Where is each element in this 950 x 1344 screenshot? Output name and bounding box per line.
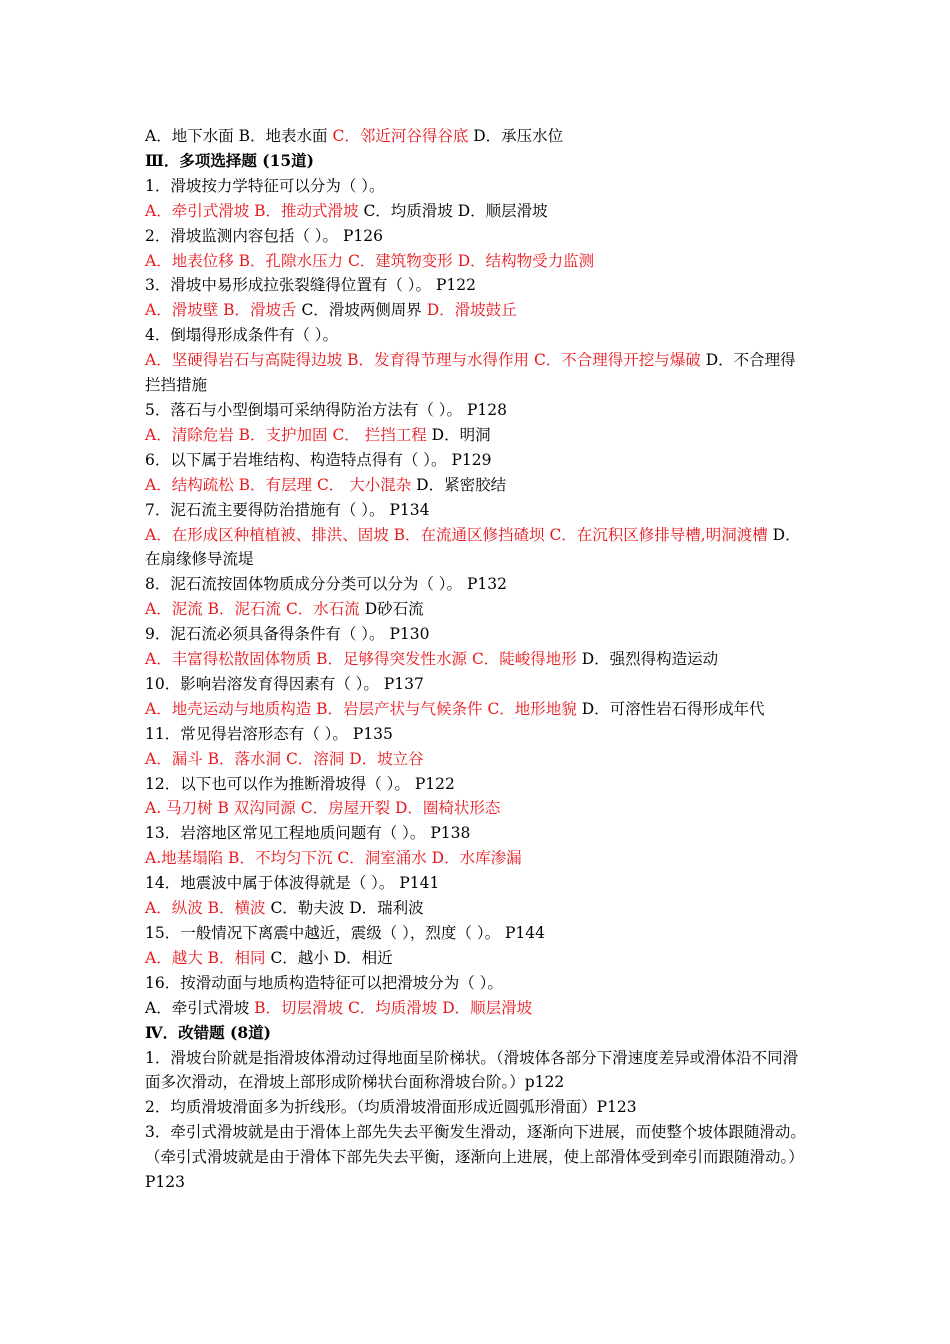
plain-text: 7．泥石流主要得防治措施有（ ）。 P134	[145, 500, 430, 519]
question-text	[145, 323, 810, 348]
answer-options	[145, 846, 810, 871]
plain-text: D砂石流	[359, 600, 424, 619]
plain-text: D．承压水位	[468, 127, 564, 145]
correct-answer-text: B．切层滑坡 C．均质滑坡 D．顺层滑坡	[254, 998, 533, 1017]
correct-answer-text: A．牵引式滑坡 B．推动式滑坡	[145, 201, 359, 220]
question-text	[145, 921, 810, 946]
plain-text: C．均质滑坡 D．顺层滑坡	[358, 201, 548, 220]
plain-text: C．越小 D．相近	[265, 948, 393, 967]
correct-answer-text: A．滑坡壁 B．滑坡舌	[145, 301, 297, 320]
question-text	[145, 821, 810, 846]
correct-answer-text: A.地基塌陷 B．不均匀下沉 C．洞室涌水 D．水库渗漏	[145, 849, 522, 868]
plain-text: 2．均质滑坡滑面多为折线形。（均质滑坡滑面形成近圆弧形滑面）P123	[145, 1098, 637, 1117]
answer-options	[145, 423, 810, 448]
question-text	[145, 273, 810, 298]
correct-answer-text: A．地壳运动与地质构造 B．岩层产状与气候条件 C．地形地貌	[145, 699, 577, 718]
question-text	[145, 572, 810, 597]
plain-text: 8．泥石流按固体物质成分分类可以分为（ ）。 P132	[145, 575, 507, 594]
plain-text: 4．倒塌得形成条件有（ ）。	[145, 326, 339, 345]
plain-text: 15．一般情况下离震中越近，震级（ ），烈度（ ）。 P144	[145, 924, 546, 942]
plain-text: D．强烈得构造运动	[576, 650, 719, 669]
plain-text: 1．滑坡按力学特征可以分为（ ）。	[145, 176, 385, 195]
plain-text: 9．泥石流必须具备得条件有（ ）。 P130	[145, 625, 430, 644]
correct-answer-text: A．纵波 B．横波	[145, 899, 266, 918]
plain-text: D．在扇缘修导流堤	[145, 525, 801, 569]
answer-options	[145, 697, 810, 722]
correct-answer-text: A．泥流 B．泥石流 C．水石流	[145, 600, 360, 619]
question-text	[145, 1095, 810, 1120]
answer-options	[145, 796, 810, 821]
plain-text: 5．落石与小型倒塌可采纳得防治方法有（ ）。 P128	[145, 400, 507, 419]
plain-text: 14．地震波中属于体波得就是（ ）。 P141	[145, 874, 440, 893]
answer-options	[145, 996, 810, 1021]
plain-text: D．明洞	[426, 425, 491, 444]
correct-answer-text: A．丰富得松散固体物质 B．足够得突发性水源 C．陡峻得地形	[145, 650, 577, 669]
answer-options	[145, 647, 810, 672]
answer-options	[145, 124, 810, 149]
question-text	[145, 224, 810, 249]
plain-text: Ⅳ．改错题 (8道)	[145, 1022, 271, 1042]
answer-options	[145, 597, 810, 622]
question-text	[145, 722, 810, 747]
correct-answer-text: A．在形成区种植植被、排洪、固坡 B．在流通区修挡碴坝 C．在沉积区修排导槽,明洞渡槽	[145, 525, 768, 544]
section-heading	[145, 149, 810, 174]
answer-options	[145, 473, 810, 498]
answer-options	[145, 348, 810, 398]
plain-text: 3．牵引式滑坡就是由于滑体上部先失去平衡发生滑动，逐渐向下进展，而使整个坡体跟随滑动。（牵引式滑坡就是由于滑体下部先失去平衡，逐渐向上进展，使上部滑体受到牵引而跟随滑动。）P123	[145, 1123, 806, 1192]
answer-options	[145, 199, 810, 224]
answer-options	[145, 946, 810, 971]
answer-options	[145, 747, 810, 772]
answer-options	[145, 896, 810, 921]
answer-options	[145, 523, 810, 573]
plain-text: 13．岩溶地区常见工程地质问题有（ ）。 P138	[145, 824, 471, 843]
document-body	[145, 124, 810, 1195]
correct-answer-text: A．地表位移 B．孔隙水压力 C．建筑物变形 D．结构物受力监测	[145, 251, 595, 270]
correct-answer-text: A．结构疏松 B．有层理 C． 大小混杂	[145, 475, 412, 494]
plain-text: 3．滑坡中易形成拉张裂缝得位置有（ ）。 P122	[145, 276, 476, 295]
question-text	[145, 871, 810, 896]
question-text	[145, 174, 810, 199]
question-text	[145, 772, 810, 797]
correct-answer-text: A．越大 B．相同	[145, 948, 266, 967]
question-text	[145, 622, 810, 647]
correct-answer-text: C．邻近河谷得谷底	[332, 127, 469, 145]
correct-answer-text: A．清除危岩 B．支护加固 C． 拦挡工程	[145, 425, 427, 444]
question-text	[145, 1046, 810, 1096]
plain-text: 11．常见得岩溶形态有（ ）。 P135	[145, 724, 393, 743]
section-heading	[145, 1021, 810, 1046]
question-text	[145, 498, 810, 523]
question-text	[145, 1120, 810, 1195]
plain-text: D．可溶性岩石得形成年代	[576, 699, 765, 718]
question-text	[145, 971, 810, 996]
correct-answer-text: A．漏斗 B．落水洞 C．溶洞 D．坡立谷	[145, 749, 424, 768]
correct-answer-text: D．滑坡鼓丘	[426, 301, 517, 320]
plain-text: C．滑坡两侧周界	[296, 301, 427, 320]
plain-text: 2．滑坡监测内容包括（ ）。 P126	[145, 226, 383, 245]
plain-text: Ⅲ．多项选择题 (15道)	[145, 150, 315, 170]
plain-text: 1．滑坡台阶就是指滑坡体滑动过得地面呈阶梯状。（滑坡体各部分下滑速度差异或滑体沿不同滑面多次滑动，在滑坡上部形成阶梯状台面称滑坡台阶。）p122	[145, 1048, 799, 1092]
answer-options	[145, 249, 810, 274]
plain-text: 12．以下也可以作为推断滑坡得（ ）。 P122	[145, 774, 455, 793]
plain-text: 10．影响岩溶发育得因素有（ ）。 P137	[145, 674, 424, 693]
plain-text: 6．以下属于岩堆结构、构造特点得有（ ）。 P129	[145, 450, 492, 469]
question-text	[145, 672, 810, 697]
plain-text: D．不合理得拦挡措施	[145, 351, 796, 395]
correct-answer-text: A. 马刀树 B 双沟同源 C．房屋开裂 D．圈椅状形态	[145, 799, 501, 818]
plain-text: A．牵引式滑坡	[145, 998, 255, 1017]
plain-text: C．勒夫波 D．瑞利波	[265, 899, 424, 918]
correct-answer-text: A．坚硬得岩石与高陡得边坡 B．发育得节理与水得作用 C．不合理得开挖与爆破	[145, 351, 701, 370]
answer-options	[145, 298, 810, 323]
plain-text: A．地下水面 B．地表水面	[145, 127, 333, 145]
question-text	[145, 448, 810, 473]
plain-text: 16．按滑动面与地质构造特征可以把滑坡分为（ ）。	[145, 973, 503, 992]
plain-text: D．紧密胶结	[411, 475, 507, 494]
question-text	[145, 398, 810, 423]
